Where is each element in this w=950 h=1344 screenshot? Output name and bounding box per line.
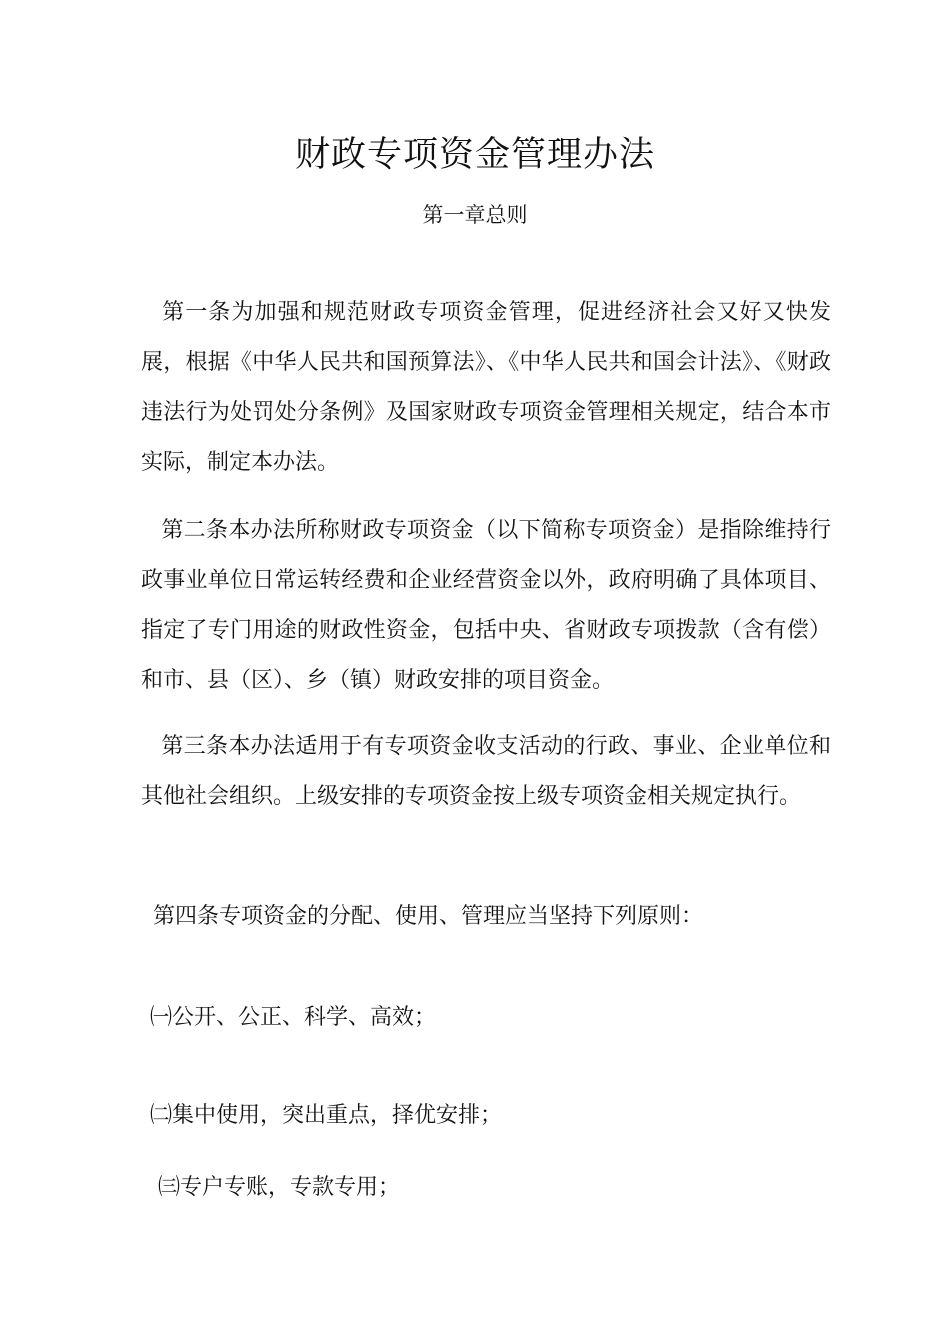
article-text: 第二条本办法所称财政专项资金（以下简称专项资金）是指除维持行政事业单位日常运转经费和企业经营资金以外，政府明确了具体项目、指定了专门用途的财政性资金，包括中央、省财政专项拨款（含有偿）和市、县（区）、乡（镇）财政安排的项目资金。	[141, 518, 831, 693]
principle-item: ㈡集中使用，突出重点，择优安排；	[150, 1103, 503, 1128]
article-paragraph	[141, 288, 831, 488]
article-text: 第四条专项资金的分配、使用、管理应当坚持下列原则：	[153, 904, 704, 929]
principle-item: ㈢专户专账，专款专用；	[158, 1175, 401, 1200]
principle-item: ㈠公开、公正、科学、高效；	[150, 1005, 437, 1030]
article-paragraph	[141, 892, 831, 942]
article-paragraph	[141, 506, 831, 706]
article-paragraph	[141, 722, 831, 822]
article-text: 第三条本办法适用于有专项资金收支活动的行政、事业、企业单位和其他社会组织。上级安排的专项资金按上级专项资金相关规定执行。	[141, 734, 831, 809]
chapter-heading: 第一章总则	[422, 203, 528, 227]
document-title: 财政专项资金管理办法	[294, 135, 655, 176]
article-text: 第一条为加强和规范财政专项资金管理，促进经济社会又好又快发展，根据《中华人民共和国预算法》、《中华人民共和国会计法》、《财政违法行为处罚处分条例》及国家财政专项资金管理相关规定，结合本市实际，制定本办法。	[141, 300, 831, 475]
